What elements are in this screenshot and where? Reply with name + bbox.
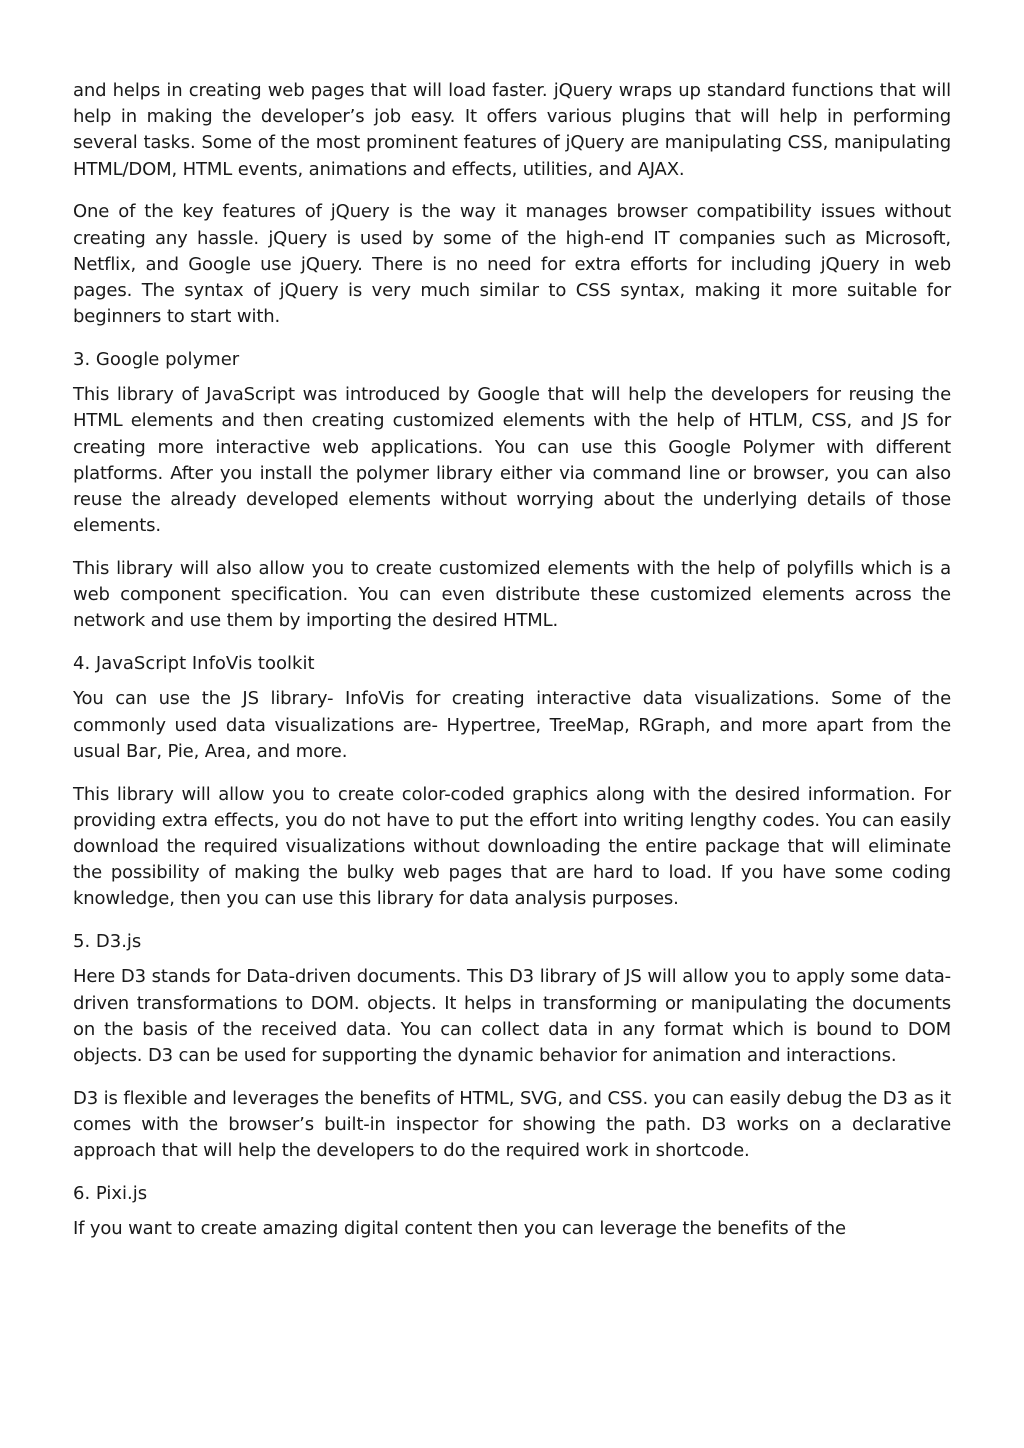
paragraph-d3-flexible: D3 is flexible and leverages the benefits of HTML, SVG, and CSS. you can easily debug the D3 as it comes with the browser’s built-in inspector for showing the path. D3 works on a declarative approach that will help the developers to do the required work in shortcode.	[73, 1087, 951, 1162]
paragraph-pixi-intro: If you want to create amazing digital content then you can leverage the benefits of the	[73, 1218, 846, 1240]
section-heading-infovis: 4. JavaScript InfoVis toolkit	[73, 653, 315, 675]
paragraph-jquery-intro: and helps in creating web pages that will load faster. jQuery wraps up standard functions that will help in making the developer’s job easy. It offers various plugins that will help in performing several tasks. Some of the most prominent features of jQuery are manipulating CSS, manipulating HTML/DOM, HTML events, animations and effects, utilities, and AJAX.	[73, 80, 951, 180]
paragraph-polymer-intro: This library of JavaScript was introduced by Google that will help the developers for reusing the HTML elements and then creating customized elements with the help of HTLM, CSS, and JS for creating more interactive web applications. You can use this Google Polymer with different platforms. After you install the polymer library either via command line or browser, you can also reuse the already developed elements without worrying about the underlying details of those elements.	[73, 384, 951, 537]
document-page	[73, 78, 951, 1242]
paragraph-infovis-intro: You can use the JS library- InfoVis for creating interactive data visualizations. Some of the commonly used data visualizations are- Hypertree, TreeMap, RGraph, and more apart from the usual Bar, Pie, Area, and more.	[73, 688, 951, 762]
paragraph-polymer-polyfills: This library will also allow you to create customized elements with the help of polyfills which is a web component specification. You can even distribute these customized elements across the network and use them by importing the desired HTML.	[73, 558, 951, 632]
section-heading-google-polymer: 3. Google polymer	[73, 349, 240, 371]
section-heading-pixi: 6. Pixi.js	[73, 1183, 148, 1205]
paragraph-jquery-features: One of the key features of jQuery is the way it manages browser compatibility issues without creating any hassle. jQuery is used by some of the high-end IT companies such as Microsoft, Netflix, and Google use jQuery. There is no need for extra efforts for including jQuery in web pages. The syntax of jQuery is very much similar to CSS syntax, making it more suitable for beginners to start with.	[73, 201, 951, 328]
paragraph-infovis-graphics: This library will allow you to create color-coded graphics along with the desired information. For providing extra effects, you do not have to put the effort into writing lengthy codes. You can easily download the required visualizations without downloading the entire package that will eliminate the possibility of making the bulky web pages that are hard to load. If you have some coding knowledge, then you can use this library for data analysis purposes.	[73, 783, 951, 910]
section-heading-d3: 5. D3.js	[73, 931, 142, 953]
paragraph-d3-intro: Here D3 stands for Data-driven documents. This D3 library of JS will allow you to apply some data-driven transformations to DOM. objects. It helps in transforming or manipulating the documents on the basis of the received data. You can collect data in any format which is bound to DOM objects. D3 can be used for supporting the dynamic behavior for animation and interactions.	[73, 966, 951, 1067]
